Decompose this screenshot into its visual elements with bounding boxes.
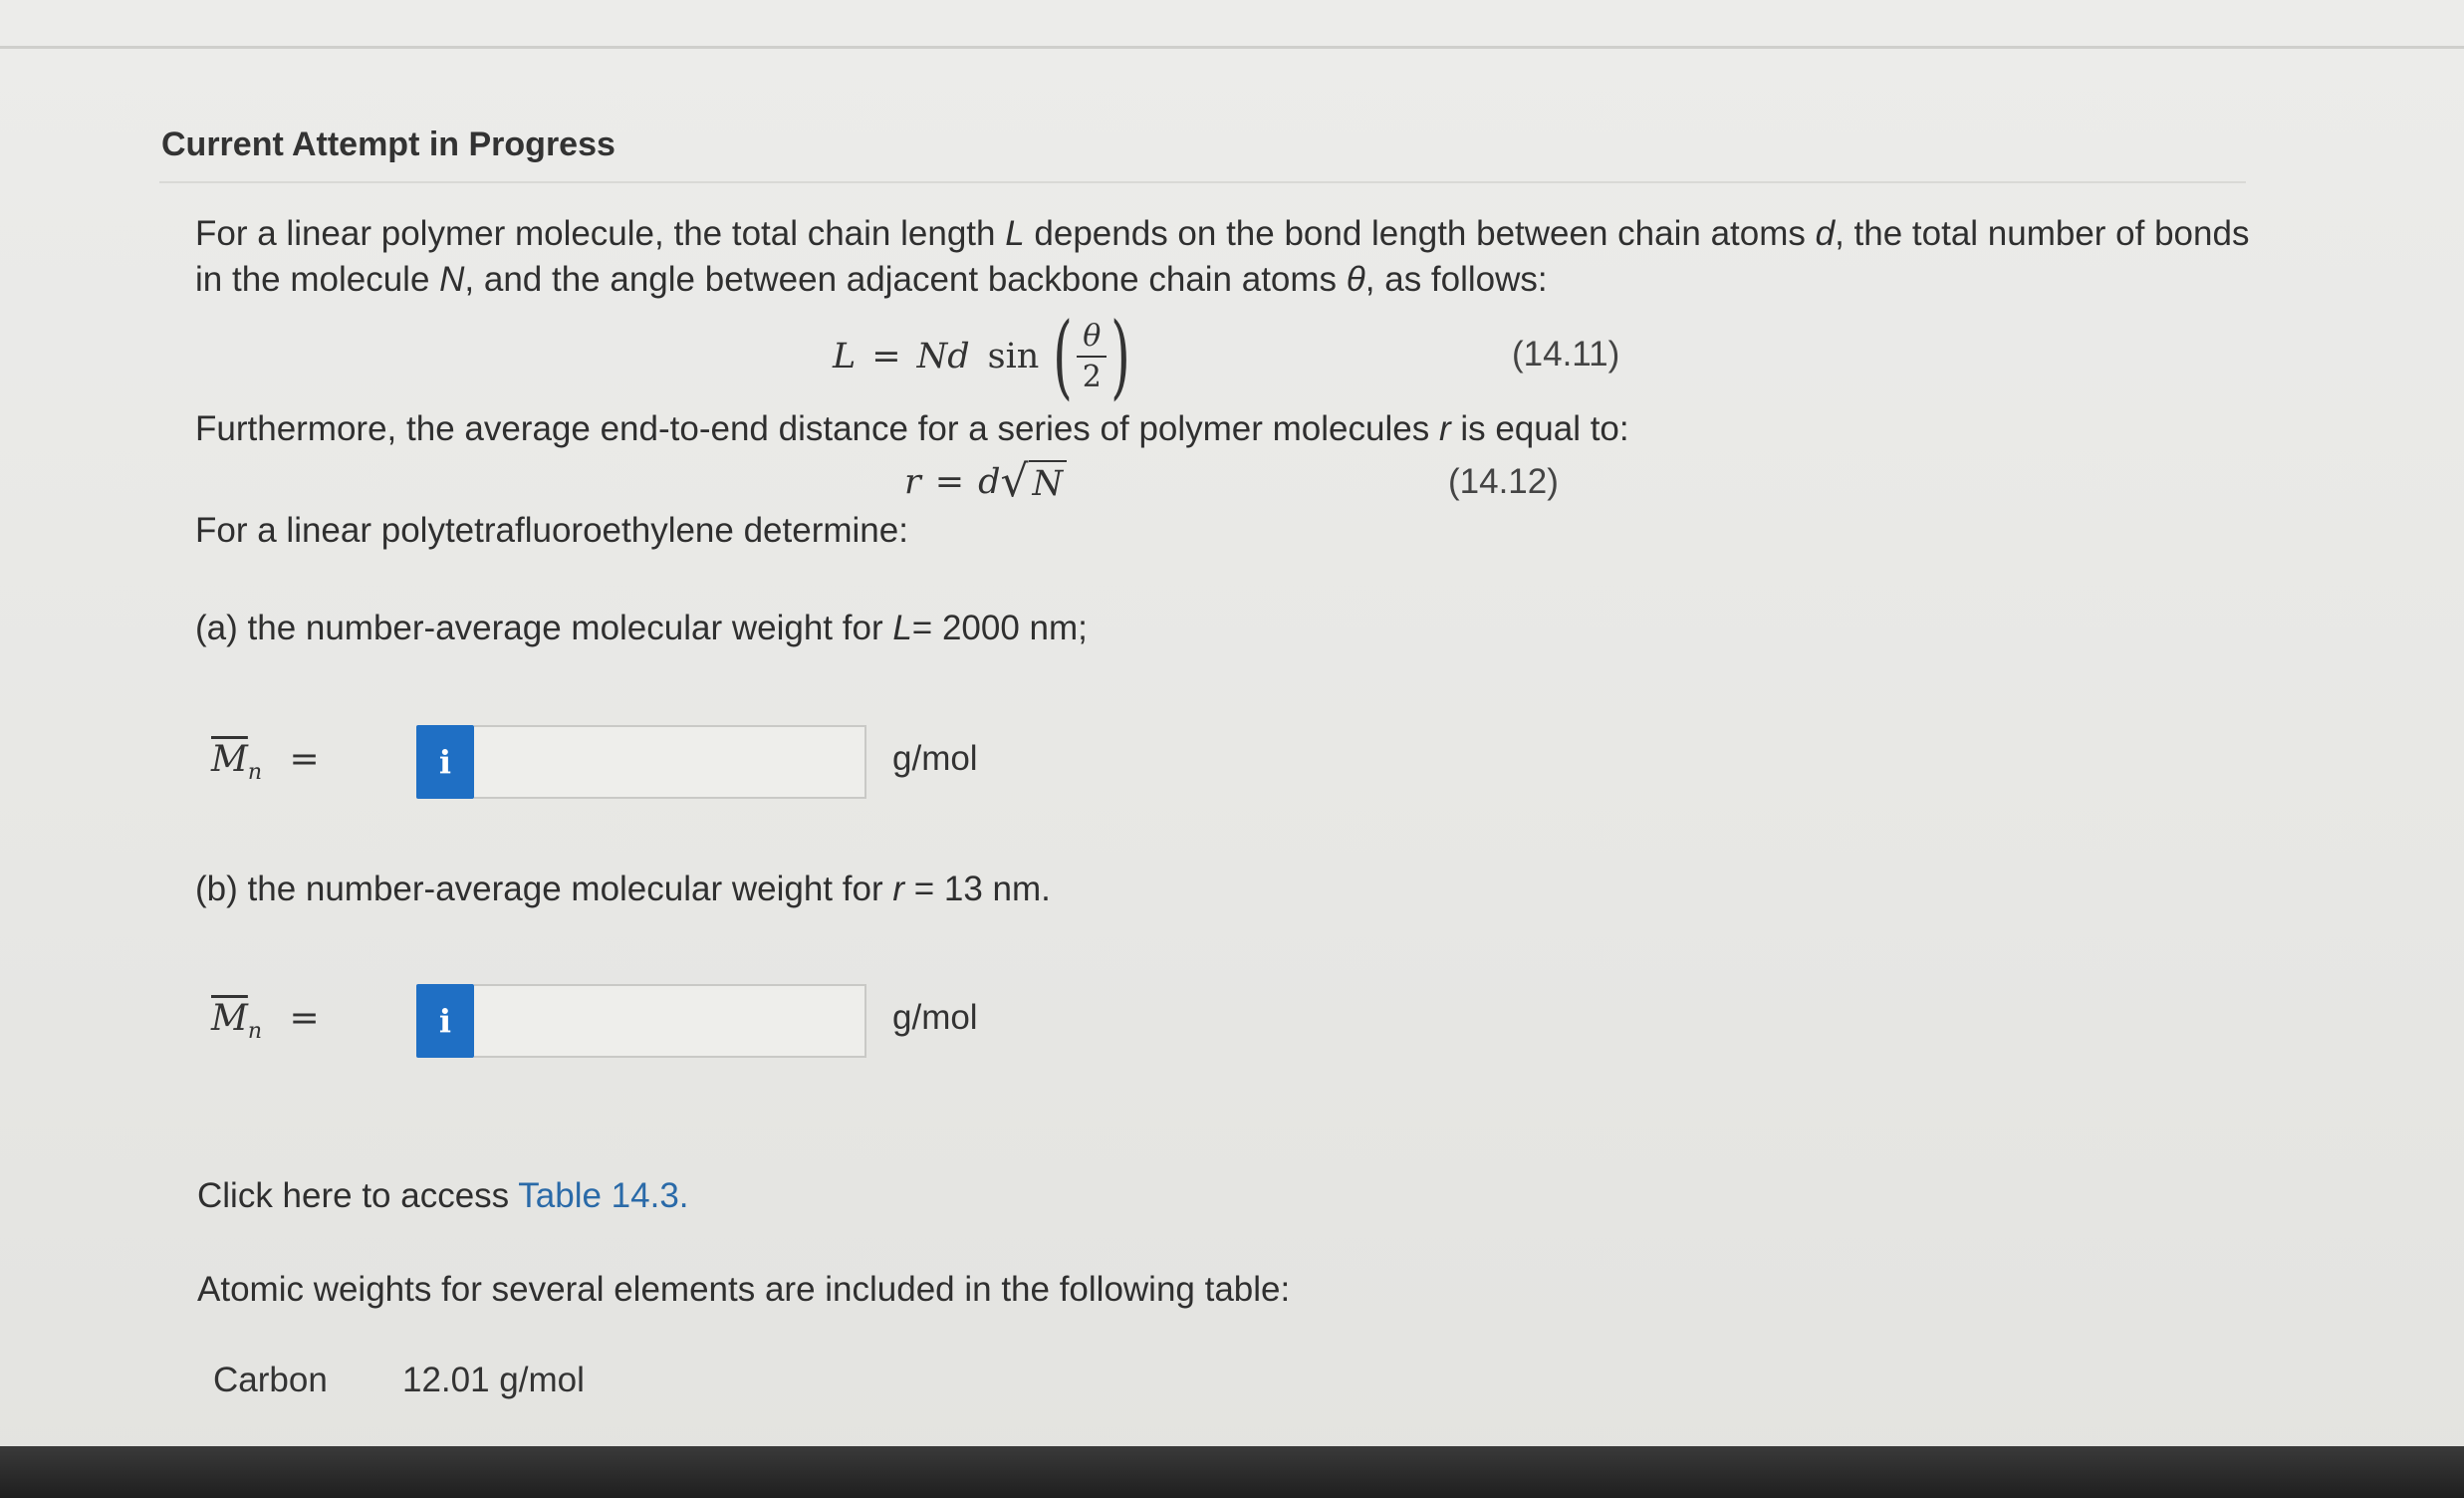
var-L: L <box>892 609 912 647</box>
top-divider <box>0 46 2464 49</box>
eq1-numerator: θ <box>1077 319 1107 358</box>
label-equals: = <box>289 998 320 1039</box>
part-b-text: (b) the number-average molecular weight for <box>195 870 893 908</box>
para2-text: Furthermore, the average end-to-end distance for a series of polymer molecules <box>195 409 1439 448</box>
answer-input-b[interactable] <box>474 984 866 1058</box>
intro-text: , and the angle between adjacent backbone chain atoms <box>464 260 1347 299</box>
info-icon[interactable]: i <box>416 984 474 1058</box>
equation-14-11 <box>195 303 1749 409</box>
unit-label-b: g/mol <box>892 998 978 1037</box>
para2-text: is equal to: <box>1450 409 1629 448</box>
eq1-denominator: 2 <box>1082 360 1102 394</box>
var-N: N <box>439 260 465 299</box>
table-access-text: Click here to access <box>197 1176 519 1215</box>
part-b-prompt <box>195 865 1051 914</box>
label-equals: = <box>289 739 320 780</box>
title-divider <box>159 181 2246 183</box>
label-subscript-n: n <box>247 760 263 786</box>
info-icon[interactable]: i <box>416 725 474 799</box>
eq2-radicand: N <box>1029 460 1068 504</box>
intro-line-1 <box>195 209 2249 259</box>
right-paren: ) <box>1110 303 1131 409</box>
part-a-text: (a) the number-average molecular weight for <box>195 609 893 647</box>
element-name: Carbon <box>213 1361 328 1399</box>
equation-14-11-body <box>833 303 1131 409</box>
equation-14-12-body <box>904 454 1067 510</box>
part-b-text: = 13 nm. <box>903 870 1051 908</box>
eq1-equals: = <box>871 337 901 376</box>
element-weight: 12.01 g/mol <box>402 1361 585 1399</box>
label-M-bar: $\overline{M}$ <box>211 739 248 780</box>
intro-text: in the molecule <box>195 260 440 299</box>
var-r: r <box>892 870 904 908</box>
eq1-sin: sin <box>987 337 1040 376</box>
eq1-rhs-vars: Nd <box>916 337 970 376</box>
intro-line-2 <box>195 255 1548 305</box>
intro-text: For a linear polymer molecule, the total chain length <box>195 214 1006 253</box>
intro-text: , the total number of bonds <box>1835 214 2250 253</box>
eq2-equals: = <box>934 462 965 502</box>
weights-table-row <box>213 1361 585 1400</box>
equation-number-14-11: (14.11) <box>1512 335 1620 374</box>
left-paren: ( <box>1053 303 1074 409</box>
answer-input-a[interactable] <box>474 725 866 799</box>
var-L: L <box>1005 214 1025 253</box>
var-r: r <box>1438 409 1451 448</box>
atomic-weights-intro: Atomic weights for several elements are included in the following table: <box>197 1270 1291 1309</box>
part-a-prompt <box>195 604 1088 653</box>
eq1-fraction <box>1077 319 1107 394</box>
answer-label-a <box>211 739 320 785</box>
table-14-3-link[interactable]: Table 14.3. <box>518 1176 689 1215</box>
table-access-line <box>197 1171 689 1221</box>
label-M-bar: $\overline{M}$ <box>211 998 248 1039</box>
eq2-coef: d <box>978 462 1001 502</box>
intro-text: , as follows: <box>1364 260 1548 299</box>
intro-text: depends on the bond length between chain atoms <box>1024 214 1816 253</box>
bottom-bezel <box>0 1446 2464 1498</box>
answer-label-b <box>211 998 320 1044</box>
eq2-lhs: r <box>904 462 921 502</box>
answer-row-a <box>195 721 1092 801</box>
answer-row-b <box>195 980 1092 1060</box>
radical-sign: √ <box>1000 456 1029 507</box>
para-determine: For a linear polytetrafluoroethylene determine: <box>195 511 908 550</box>
para-end-to-end <box>195 404 1629 454</box>
part-a-text: = 2000 nm; <box>911 609 1088 647</box>
eq1-lhs: L <box>833 337 857 376</box>
equation-14-12 <box>195 454 1749 514</box>
var-theta: θ <box>1346 260 1365 299</box>
question-panel <box>159 120 2250 1444</box>
equation-number-14-12: (14.12) <box>1448 462 1559 501</box>
sqrt-symbol <box>1000 456 1067 507</box>
var-d: d <box>1815 214 1836 253</box>
section-title: Current Attempt in Progress <box>161 125 616 163</box>
unit-label-a: g/mol <box>892 739 978 778</box>
label-subscript-n: n <box>247 1019 263 1045</box>
